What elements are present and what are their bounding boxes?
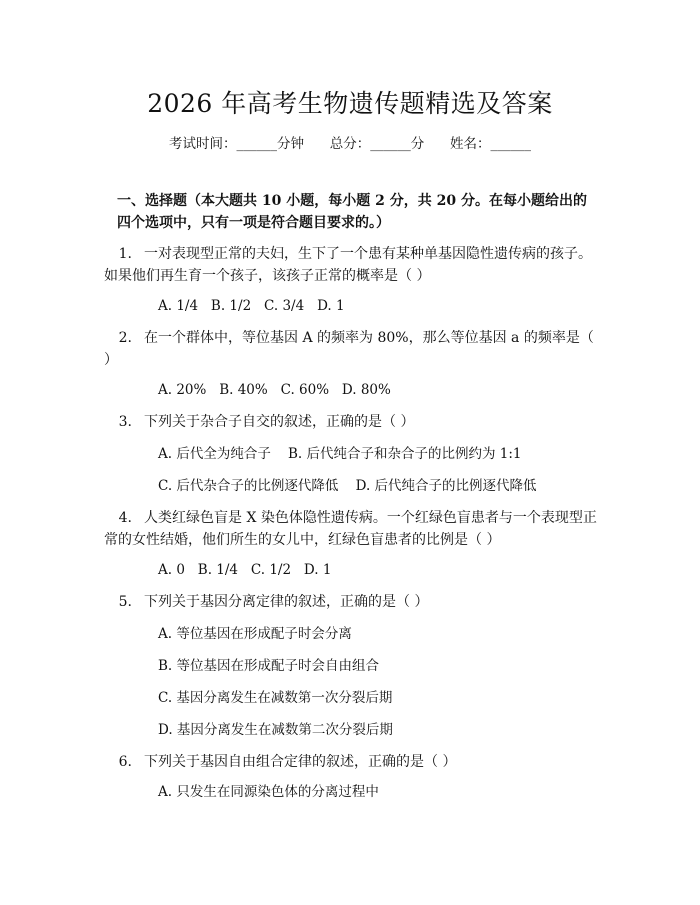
score-blank: ______ — [370, 136, 411, 152]
question-number: 4. — [118, 510, 132, 526]
question-5-option-c: C. 基因分离发生在减数第一次分裂后期 — [158, 690, 393, 706]
question-3-options-ab: A. 后代全为纯合子 B. 后代纯合子和杂合子的比例约为 1:1 — [158, 446, 522, 462]
question-2-options: A. 20% B. 40% C. 60% D. 80% — [158, 382, 391, 398]
name-blank: ______ — [490, 136, 531, 152]
question-6 — [104, 751, 601, 773]
name-label: 姓名： — [450, 136, 491, 152]
page-title: 2026 年高考生物遗传题精选及答案 — [147, 89, 553, 118]
question-4-options: A. 0 B. 1/4 C. 1/2 D. 1 — [158, 562, 332, 578]
question-5-option-b: B. 等位基因在形成配子时会自由组合 — [158, 658, 380, 674]
exam-meta — [0, 132, 700, 152]
question-number: 1. — [118, 246, 132, 262]
question-5 — [104, 591, 601, 613]
question-1 — [104, 243, 601, 287]
question-number: 3. — [118, 414, 132, 430]
question-2 — [104, 327, 601, 371]
time-label: 考试时间： — [169, 136, 237, 152]
section-heading: 一、选择题（本大题共 10 小题，每小题 2 分，共 20 分。在每小题给出的四个选项中，只有一项是符合题目要求的。） — [117, 193, 587, 231]
question-number: 2. — [118, 330, 132, 346]
question-stem: 下列关于杂合子自交的叙述，正确的是（ ） — [144, 414, 415, 430]
time-unit: 分钟 — [277, 136, 304, 152]
question-4 — [104, 507, 601, 551]
question-5-option-a: A. 等位基因在形成配子时会分离 — [158, 626, 352, 642]
question-stem: 下列关于基因分离定律的叙述，正确的是（ ） — [144, 594, 429, 610]
question-3-options-cd: C. 后代杂合子的比例逐代降低 D. 后代纯合子的比例逐代降低 — [158, 478, 537, 494]
score-unit: 分 — [410, 136, 425, 152]
time-blank: ______ — [236, 136, 277, 152]
question-number: 5. — [118, 594, 132, 610]
question-number: 6. — [118, 754, 132, 770]
question-stem: 人类红绿色盲是 X 染色体隐性遗传病。一个红绿色盲患者与一个表现型正常的女性结婚，他们所生的女儿中，红绿色盲患者的比例是（ ） — [104, 510, 597, 548]
question-1-options: A. 1/4 B. 1/2 C. 3/4 D. 1 — [158, 298, 345, 314]
question-stem: 一对表现型正常的夫妇，生下了一个患有某种单基因隐性遗传病的孩子。如果他们再生育一个孩子，该孩子正常的概率是（ ） — [104, 246, 592, 284]
question-3 — [104, 411, 601, 433]
question-6-option-a: A. 只发生在同源染色体的分离过程中 — [158, 784, 379, 800]
question-5-option-d: D. 基因分离发生在减数第二次分裂后期 — [158, 722, 393, 738]
question-stem: 在一个群体中，等位基因 A 的频率为 80%，那么等位基因 a 的频率是（ ） — [104, 330, 594, 368]
score-label: 总分： — [329, 136, 371, 152]
question-stem: 下列关于基因自由组合定律的叙述，正确的是（ ） — [144, 754, 457, 770]
